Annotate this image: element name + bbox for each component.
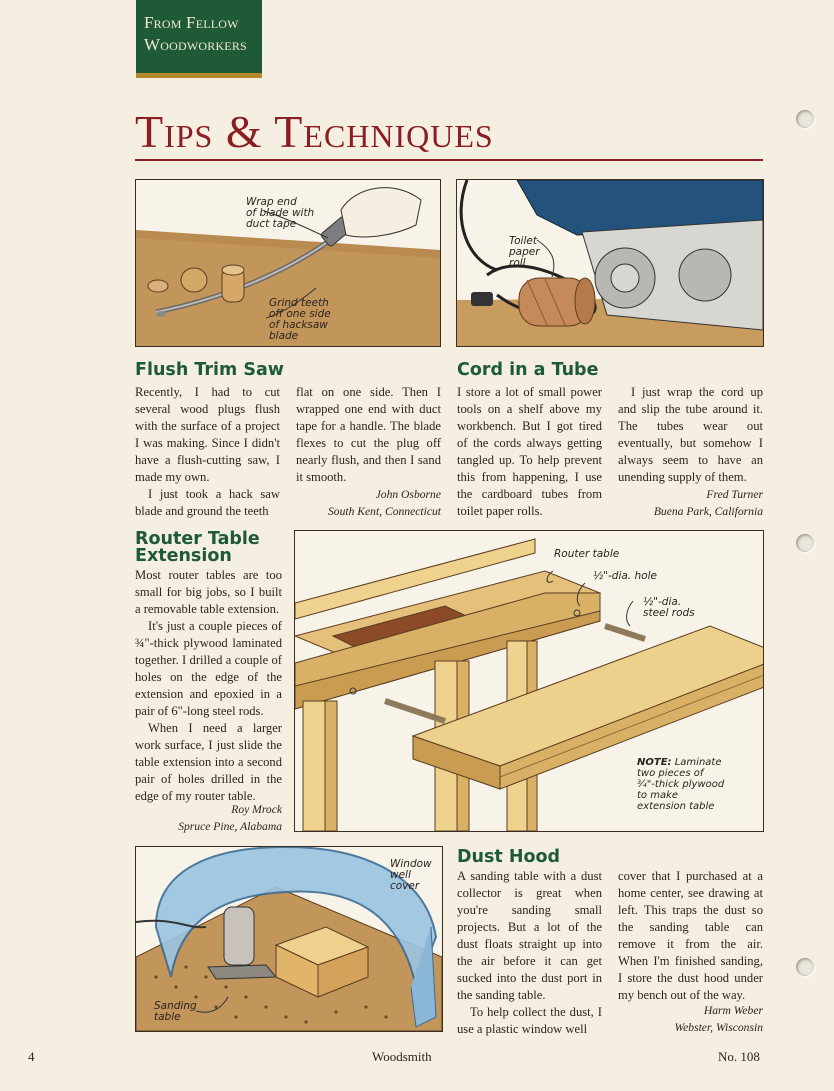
callout-steel-rods: ½"-dia. steel rods <box>643 596 695 619</box>
router-table-heading-line1: Router Table <box>135 529 260 549</box>
page-number: 4 <box>28 1049 35 1064</box>
binder-hole-icon <box>796 534 814 552</box>
callout-half-inch-hole: ½"-dia. hole <box>593 570 657 582</box>
page-title: Tips & Techniques <box>135 106 494 157</box>
flush-trim-saw-byline: John Osborne South Kent, Connecticut <box>327 488 441 518</box>
binder-hole-icon <box>796 110 814 128</box>
router-table-body: Most router tables are too small for big jobs, so I built a removable table extension. It's just a couple pieces of ¾"-thick plywood laminated together. I drilled a couple of holes on the edge of the extension and epoxied in a pair of 6"-long steel rods. When I need a larger work surface, I just slide the table extension into a second pair of holes drilled in the edge of my router table. <box>135 568 282 803</box>
cord-in-tube-heading: Cord in a Tube <box>457 360 599 380</box>
cord-in-tube-col2: I just wrap the cord up and slip the tube around it. The tubes wear out eventually, but somehow I always seem to have an unending supply of them. <box>618 385 763 484</box>
callout-wrap-end: Wrap end of blade with duct tape <box>246 196 315 230</box>
cord-in-tube-col1: I store a lot of small power tools on a shelf above my workbench. But I got tired of the cords always getting tangled up. To help prevent this from happening, I use the cardboard tubes from toilet paper rolls. <box>457 385 602 518</box>
section-tab-line1: From Fellow <box>144 13 239 32</box>
laminate-note: NOTE: Laminate two pieces of ¾"-thick plywood to make extension table <box>637 757 725 812</box>
router-table-extension-illustration <box>294 530 764 832</box>
dust-hood-col2: cover that I purchased at a home center, see drawing at left. This traps the dust so the sanding table can remove it from the air. When I'm finished sanding, I store the dust hood under my bench out of the way. <box>618 869 763 1002</box>
router-table-heading-line2: Extension <box>135 546 232 566</box>
dust-hood-byline: Harm Weber Webster, Wisconsin <box>674 1004 763 1034</box>
dust-hood-col1: A sanding table with a dust collector is great when you're sanding small projects. But a lot of the dust floats straight up into the air before it can get sucked into the dust port in the sanding table. To help collect the dust, I use a plastic window well <box>457 869 602 1036</box>
flush-trim-saw-illustration <box>135 179 441 347</box>
dust-hood-illustration <box>135 846 443 1032</box>
callout-router-table: Router table <box>554 548 620 560</box>
cord-in-tube-byline: Fred Turner Buena Park, California <box>653 488 763 518</box>
callout-grind-teeth: Grind teeth off one side of hacksaw blade <box>269 297 331 342</box>
callout-window-well-cover: Window well cover <box>390 858 432 892</box>
binder-hole-icon <box>796 958 814 976</box>
dust-hood-heading: Dust Hood <box>457 847 561 867</box>
flush-trim-saw-col2: flat on one side. Then I wrapped one end with duct tape for a handle. The blade flexes to cut the plug off nearly flush, and then I sand it smooth. <box>296 385 441 484</box>
issue-number: No. 108 <box>718 1049 760 1064</box>
section-tab <box>136 0 262 78</box>
router-table-byline: Roy Mrock Spruce Pine, Alabama <box>178 803 282 833</box>
callout-sanding-table: Sanding table <box>154 1000 197 1023</box>
flush-trim-saw-heading: Flush Trim Saw <box>135 360 284 380</box>
magazine-name: Woodsmith <box>372 1049 432 1064</box>
flush-trim-saw-col1: Recently, I had to cut several wood plugs flush with the surface of a project I was making. Since I didn't have a flush-cutting saw, I made my own. I just took a hack saw blade and ground the teeth <box>135 385 280 518</box>
callout-toilet-paper-roll: Toilet paper roll <box>509 235 540 269</box>
title-divider <box>135 159 763 161</box>
cord-in-tube-illustration <box>456 179 764 347</box>
section-tab-line2: Woodworkers <box>144 35 247 54</box>
